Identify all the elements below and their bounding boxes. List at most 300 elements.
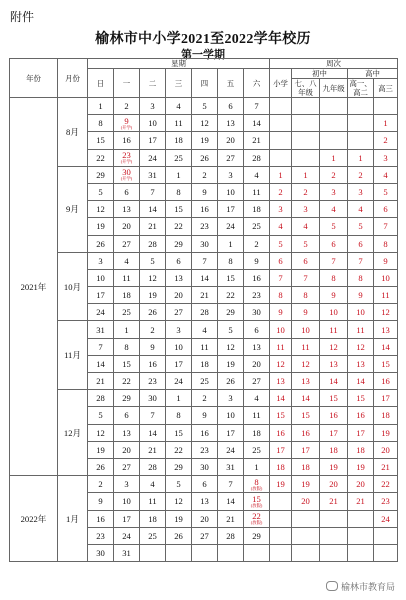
- day-note: (开学): [120, 177, 133, 183]
- day-number: 20: [252, 358, 261, 369]
- day-number: 13: [122, 427, 131, 438]
- week-number-cell: 12: [292, 355, 320, 372]
- day-cell: [88, 304, 114, 321]
- day-cell: [88, 476, 114, 493]
- day-cell: [166, 252, 192, 269]
- day-cell: [218, 166, 244, 183]
- day-number: 15: [122, 358, 131, 369]
- day-number: 13: [122, 204, 131, 215]
- day-cell: [244, 149, 270, 166]
- day-cell: [114, 115, 140, 132]
- day-number: 29: [174, 238, 183, 249]
- week-number-cell: 18: [270, 458, 292, 475]
- day-cell: [192, 287, 218, 304]
- day-cell: [244, 218, 270, 235]
- day-number: 2: [202, 393, 207, 404]
- week-number-cell: 15: [348, 390, 374, 407]
- day-cell: [166, 132, 192, 149]
- day-cell: [218, 149, 244, 166]
- day-cell: [88, 252, 114, 269]
- day-cell: [114, 407, 140, 424]
- day-number: 22: [226, 290, 235, 301]
- day-cell: [114, 544, 140, 561]
- day-number: 21: [96, 376, 105, 387]
- day-cell: [192, 304, 218, 321]
- day-number: 27: [122, 462, 131, 473]
- day-number: 10: [122, 496, 131, 507]
- day-number: 1: [176, 169, 181, 180]
- day-cell: [140, 183, 166, 200]
- day-number: 30: [96, 547, 105, 558]
- week-number-cell: [270, 527, 292, 544]
- day-number: 1: [124, 324, 129, 335]
- day-cell: [88, 441, 114, 458]
- day-number: 20: [122, 444, 131, 455]
- day-number: 4: [254, 393, 259, 404]
- day-number: 15: [226, 272, 235, 283]
- header-day-sun: 日: [88, 69, 114, 98]
- week-number-cell: 19: [374, 424, 398, 441]
- day-cell: [166, 373, 192, 390]
- day-number: 11: [252, 187, 261, 198]
- week-number-cell: 17: [320, 424, 348, 441]
- week-number-cell: 2: [270, 183, 292, 200]
- week-number-cell: 3: [292, 201, 320, 218]
- day-number: 6: [202, 479, 207, 490]
- day-number: 23: [200, 221, 209, 232]
- day-number: 14: [96, 358, 105, 369]
- day-number: 2: [254, 238, 259, 249]
- day-cell: [218, 476, 244, 493]
- day-number: 9: [124, 115, 129, 126]
- day-note: (放假): [250, 486, 263, 492]
- day-cell: [166, 527, 192, 544]
- week-number-cell: 16: [348, 407, 374, 424]
- day-number: 28: [148, 238, 157, 249]
- day-number: 10: [174, 341, 183, 352]
- day-cell: [88, 183, 114, 200]
- day-cell: [218, 287, 244, 304]
- week-number-cell: 8: [270, 287, 292, 304]
- day-cell: [244, 183, 270, 200]
- day-cell: [244, 338, 270, 355]
- day-number: 3: [176, 324, 181, 335]
- week-number-cell: 19: [270, 476, 292, 493]
- day-number: 16: [122, 135, 131, 146]
- day-number: 24: [226, 221, 235, 232]
- week-number-cell: 4: [292, 218, 320, 235]
- week-number-cell: 13: [348, 355, 374, 372]
- week-number-cell: [348, 132, 374, 149]
- day-cell: [218, 441, 244, 458]
- day-note: (开学): [120, 126, 133, 131]
- day-number: 15: [174, 427, 183, 438]
- day-number: 8: [176, 187, 181, 198]
- header-day-fri: 五: [218, 69, 244, 98]
- week-number-cell: 13: [320, 355, 348, 372]
- day-number: 19: [96, 444, 105, 455]
- week-number-cell: [320, 527, 348, 544]
- week-number-cell: 14: [292, 390, 320, 407]
- day-cell: [218, 115, 244, 132]
- day-cell: [244, 527, 270, 544]
- day-cell: [192, 458, 218, 475]
- day-cell: [140, 166, 166, 183]
- day-number: 10: [226, 187, 235, 198]
- header-junior: 初中: [292, 69, 348, 79]
- day-number: 9: [202, 187, 207, 198]
- day-cell: [88, 493, 114, 510]
- day-cell: [166, 287, 192, 304]
- day-cell: [140, 373, 166, 390]
- week-number-cell: 19: [320, 458, 348, 475]
- week-number-cell: 14: [320, 373, 348, 390]
- week-number-cell: 12: [270, 355, 292, 372]
- day-number: 15: [174, 204, 183, 215]
- day-cell: [244, 235, 270, 252]
- day-number: 27: [252, 376, 261, 387]
- week-number-cell: [270, 544, 292, 561]
- week-number-cell: [320, 115, 348, 132]
- day-cell: [192, 201, 218, 218]
- day-number: 21: [148, 444, 157, 455]
- day-cell: [166, 98, 192, 115]
- day-number: 13: [252, 341, 261, 352]
- week-number-cell: 4: [348, 201, 374, 218]
- day-cell: [166, 441, 192, 458]
- day-number: 20: [122, 221, 131, 232]
- week-number-cell: [292, 132, 320, 149]
- day-cell: [192, 424, 218, 441]
- day-cell: [88, 149, 114, 166]
- day-number: 24: [148, 152, 157, 163]
- day-number: 23: [122, 150, 131, 161]
- week-number-cell: 18: [320, 441, 348, 458]
- week-number-cell: 8: [320, 269, 348, 286]
- day-cell: [166, 183, 192, 200]
- day-number: 7: [150, 187, 155, 198]
- week-number-cell: 20: [292, 493, 320, 510]
- day-number: 10: [226, 410, 235, 421]
- calendar-row: [10, 98, 398, 115]
- day-cell: [192, 269, 218, 286]
- week-number-cell: [292, 510, 320, 527]
- day-note: (放假): [250, 521, 263, 526]
- day-cell: [114, 321, 140, 338]
- day-number: 17: [226, 427, 235, 438]
- day-number: 18: [174, 135, 183, 146]
- day-number: 7: [150, 410, 155, 421]
- day-cell: [88, 235, 114, 252]
- day-cell: [192, 321, 218, 338]
- day-cell: [140, 355, 166, 372]
- day-cell: [218, 355, 244, 372]
- day-cell: [140, 321, 166, 338]
- day-cell: [166, 407, 192, 424]
- day-cell: [166, 544, 192, 561]
- calendar-row: [10, 321, 398, 338]
- day-number: 4: [150, 479, 155, 490]
- week-number-cell: 4: [320, 201, 348, 218]
- day-number: 11: [174, 118, 183, 129]
- day-number: 10: [96, 272, 105, 283]
- year-cell: 2021年: [10, 98, 58, 476]
- day-number: 31: [226, 462, 235, 473]
- calendar-row: [10, 390, 398, 407]
- day-cell: [166, 476, 192, 493]
- day-number: 26: [96, 462, 105, 473]
- week-number-cell: 18: [348, 441, 374, 458]
- day-cell: [244, 476, 270, 493]
- week-number-cell: 10: [320, 304, 348, 321]
- day-number: 4: [254, 169, 259, 180]
- day-number: 5: [150, 255, 155, 266]
- week-number-cell: [270, 115, 292, 132]
- week-number-cell: [320, 132, 348, 149]
- day-cell: [218, 338, 244, 355]
- day-cell: [114, 304, 140, 321]
- day-cell: [218, 321, 244, 338]
- day-number: 26: [148, 307, 157, 318]
- day-number: 8: [98, 118, 103, 129]
- week-number-cell: [320, 544, 348, 561]
- week-number-cell: 16: [270, 424, 292, 441]
- week-number-cell: 19: [292, 476, 320, 493]
- header-senior: 高中: [348, 69, 398, 79]
- day-number: 16: [200, 204, 209, 215]
- day-cell: [192, 544, 218, 561]
- week-number-cell: 17: [270, 441, 292, 458]
- day-cell: [140, 527, 166, 544]
- day-number: 27: [174, 307, 183, 318]
- day-cell: [140, 390, 166, 407]
- day-number: 28: [252, 152, 261, 163]
- day-cell: [166, 166, 192, 183]
- day-cell: [244, 390, 270, 407]
- day-cell: [166, 424, 192, 441]
- week-number-cell: [270, 132, 292, 149]
- day-cell: [218, 201, 244, 218]
- day-cell: [166, 493, 192, 510]
- day-number: 11: [122, 272, 131, 283]
- day-number: 30: [122, 167, 131, 178]
- month-cell: 12月: [58, 390, 88, 476]
- day-cell: [88, 407, 114, 424]
- day-number: 9: [98, 496, 103, 507]
- month-cell: 10月: [58, 252, 88, 321]
- week-number-cell: 18: [374, 407, 398, 424]
- day-cell: [192, 115, 218, 132]
- day-number: 26: [174, 530, 183, 541]
- day-number: 9: [254, 255, 259, 266]
- day-cell: [192, 527, 218, 544]
- day-cell: [192, 476, 218, 493]
- header-day-sat: 六: [244, 69, 270, 98]
- week-number-cell: 13: [292, 373, 320, 390]
- day-number: 12: [226, 341, 235, 352]
- day-number: 7: [98, 341, 103, 352]
- day-cell: [114, 201, 140, 218]
- day-number: 29: [122, 393, 131, 404]
- day-cell: [218, 218, 244, 235]
- day-number: 4: [202, 324, 207, 335]
- header-junior-grade78: 七、八年级: [292, 79, 320, 98]
- week-number-cell: 11: [374, 287, 398, 304]
- day-cell: [88, 115, 114, 132]
- week-number-cell: [270, 510, 292, 527]
- week-number-cell: [374, 527, 398, 544]
- day-number: 4: [124, 255, 129, 266]
- week-number-cell: [292, 527, 320, 544]
- day-cell: [88, 338, 114, 355]
- week-number-cell: [348, 115, 374, 132]
- day-number: 13: [174, 272, 183, 283]
- day-cell: [114, 132, 140, 149]
- day-cell: [114, 338, 140, 355]
- day-number: 9: [202, 410, 207, 421]
- day-number: 28: [226, 530, 235, 541]
- day-number: 21: [200, 290, 209, 301]
- day-cell: [218, 510, 244, 527]
- day-cell: [140, 458, 166, 475]
- day-number: 29: [252, 530, 261, 541]
- day-cell: [88, 201, 114, 218]
- year-cell: 2022年: [10, 476, 58, 562]
- week-number-cell: 14: [348, 373, 374, 390]
- day-cell: [218, 458, 244, 475]
- day-number: 14: [226, 496, 235, 507]
- day-number: 14: [200, 272, 209, 283]
- day-cell: [88, 458, 114, 475]
- day-cell: [166, 115, 192, 132]
- day-number: 5: [98, 187, 103, 198]
- day-number: 16: [252, 272, 261, 283]
- day-number: 2: [202, 169, 207, 180]
- header-week: 星期: [88, 59, 270, 69]
- header-day-tue: 二: [140, 69, 166, 98]
- day-cell: [140, 115, 166, 132]
- week-number-cell: 14: [270, 390, 292, 407]
- day-cell: [244, 201, 270, 218]
- day-cell: [140, 424, 166, 441]
- day-cell: [140, 149, 166, 166]
- week-number-cell: 7: [374, 218, 398, 235]
- day-number: 6: [124, 187, 129, 198]
- day-cell: [114, 355, 140, 372]
- week-number-cell: 17: [374, 390, 398, 407]
- day-number: 24: [226, 444, 235, 455]
- week-number-cell: 2: [320, 166, 348, 183]
- week-number-cell: 11: [270, 338, 292, 355]
- week-number-cell: 5: [270, 235, 292, 252]
- day-number: 21: [252, 135, 261, 146]
- week-number-cell: [320, 98, 348, 115]
- week-number-cell: 15: [292, 407, 320, 424]
- day-cell: [88, 390, 114, 407]
- week-number-cell: 13: [374, 321, 398, 338]
- week-number-cell: 4: [270, 218, 292, 235]
- day-number: 22: [122, 376, 131, 387]
- day-cell: [244, 287, 270, 304]
- day-number: 16: [200, 427, 209, 438]
- day-number: 4: [176, 101, 181, 112]
- day-number: 6: [124, 410, 129, 421]
- day-cell: [244, 321, 270, 338]
- month-cell: 8月: [58, 98, 88, 167]
- day-cell: [244, 166, 270, 183]
- day-number: 17: [174, 358, 183, 369]
- day-number: 3: [228, 393, 233, 404]
- day-number: 1: [228, 238, 233, 249]
- week-number-cell: 9: [292, 304, 320, 321]
- week-number-cell: 5: [374, 183, 398, 200]
- day-cell: [218, 304, 244, 321]
- day-cell: [192, 441, 218, 458]
- week-number-cell: 1: [374, 115, 398, 132]
- day-number: 13: [226, 118, 235, 129]
- day-number: 7: [202, 255, 207, 266]
- week-number-cell: 18: [292, 458, 320, 475]
- day-number: 24: [122, 530, 131, 541]
- day-number: 20: [226, 135, 235, 146]
- day-cell: [244, 269, 270, 286]
- day-number: 12: [200, 118, 209, 129]
- day-cell: [88, 321, 114, 338]
- week-number-cell: 1: [348, 149, 374, 166]
- week-number-cell: 21: [320, 493, 348, 510]
- day-number: 21: [148, 221, 157, 232]
- week-number-cell: 16: [292, 424, 320, 441]
- week-number-cell: 12: [374, 304, 398, 321]
- day-number: 14: [252, 118, 261, 129]
- day-number: 15: [252, 493, 261, 504]
- day-number: 3: [228, 169, 233, 180]
- day-number: 2: [124, 101, 129, 112]
- day-number: 30: [200, 238, 209, 249]
- header-junior-grade9: 九年级: [320, 79, 348, 98]
- day-number: 20: [200, 513, 209, 524]
- day-cell: [192, 390, 218, 407]
- day-number: 1: [176, 393, 181, 404]
- week-number-cell: [292, 149, 320, 166]
- header-year: 年份: [10, 59, 58, 98]
- day-number: 5: [98, 410, 103, 421]
- day-number: 22: [96, 152, 105, 163]
- day-cell: [192, 98, 218, 115]
- day-number: 26: [96, 238, 105, 249]
- week-number-cell: [348, 98, 374, 115]
- day-cell: [114, 252, 140, 269]
- attachment-label: 附件: [10, 10, 35, 24]
- day-number: 28: [148, 462, 157, 473]
- day-number: 5: [202, 101, 207, 112]
- day-cell: [114, 458, 140, 475]
- day-number: 18: [200, 358, 209, 369]
- day-number: 10: [148, 118, 157, 129]
- day-cell: [218, 235, 244, 252]
- week-number-cell: 20: [320, 476, 348, 493]
- day-cell: [166, 235, 192, 252]
- day-number: 29: [174, 462, 183, 473]
- week-number-cell: 7: [292, 269, 320, 286]
- day-cell: [218, 407, 244, 424]
- day-number: 16: [96, 513, 105, 524]
- day-number: 21: [226, 513, 235, 524]
- week-number-cell: 5: [292, 235, 320, 252]
- day-cell: [244, 304, 270, 321]
- day-cell: [114, 287, 140, 304]
- day-cell: [140, 407, 166, 424]
